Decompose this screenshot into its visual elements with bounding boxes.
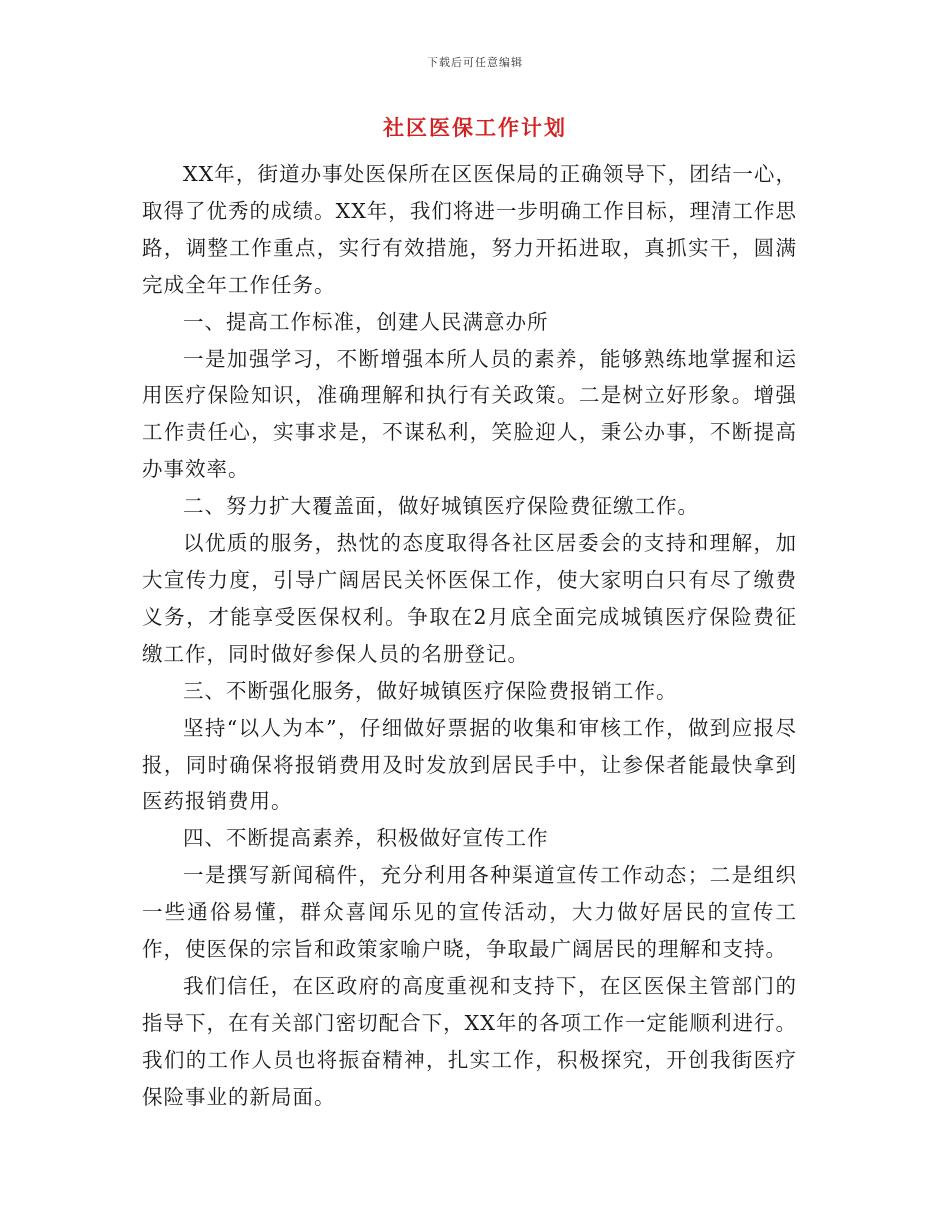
paragraph-section-1: 一是加强学习，不断增强本所人员的素养，能够熟练地掌握和运用医疗保险知识，准确理解和执行有关政策。二是树立好形象。增强工作责任心，实事求是，不谋私利，笑脸迎人，秉公办事，不断提高办事效率。: [142, 346, 797, 482]
section-heading-2: 二、努力扩大覆盖面，做好城镇医疗保险费征缴工作。: [183, 494, 699, 519]
section-heading-4: 四、不断提高素养，积极做好宣传工作: [183, 826, 549, 851]
paragraph-section-3: 坚持“以人为本”，仔细做好票据的收集和审核工作，做到应报尽报，同时确保将报销费用及时发放到居民手中，让参保者能最快拿到医药报销费用。: [142, 715, 797, 814]
document-body: [142, 156, 797, 1116]
document-title: 社区医保工作计划: [383, 115, 567, 140]
paragraph-section-2: 以优质的服务，热忱的态度取得各社区居委会的支持和理解，加大宣传力度，引导广阔居民关怀医保工作，使大家明白只有尽了缴费义务，才能享受医保权利。争取在2月底全面完成城镇医疗保险费征缴工作，同时做好参保人员的名册登记。: [142, 531, 797, 666]
section-heading-1: 一、提高工作标准，创建人民满意办所: [183, 309, 549, 334]
paragraph-conclusion: 我们信任，在区政府的高度重视和支持下，在区医保主管部门的指导下，在有关部门密切配合下，XX年的各项工作一定能顺利进行。我们的工作人员也将振奋精神，扎实工作，积极探究，开创我街医疗保险事业的新局面。: [142, 973, 797, 1109]
header-note: 下载后可任意编辑: [427, 56, 523, 69]
paragraph-intro: XX年，街道办事处医保所在区医保局的正确领导下，团结一心，取得了优秀的成绩。XX年，我们将进一步明确工作目标，理清工作思路，调整工作重点，实行有效措施，努力开拓进取，真抓实干，圆满完成全年工作任务。: [142, 162, 797, 297]
section-heading-3: 三、不断强化服务，做好城镇医疗保险费报销工作。: [183, 678, 678, 703]
paragraph-section-4: 一是撰写新闻稿件，充分利用各种渠道宣传工作动态；二是组织一些通俗易懂，群众喜闻乐见的宣传活动，大力做好居民的宣传工作，使医保的宗旨和政策家喻户晓，争取最广阔居民的理解和支持。: [142, 863, 797, 962]
